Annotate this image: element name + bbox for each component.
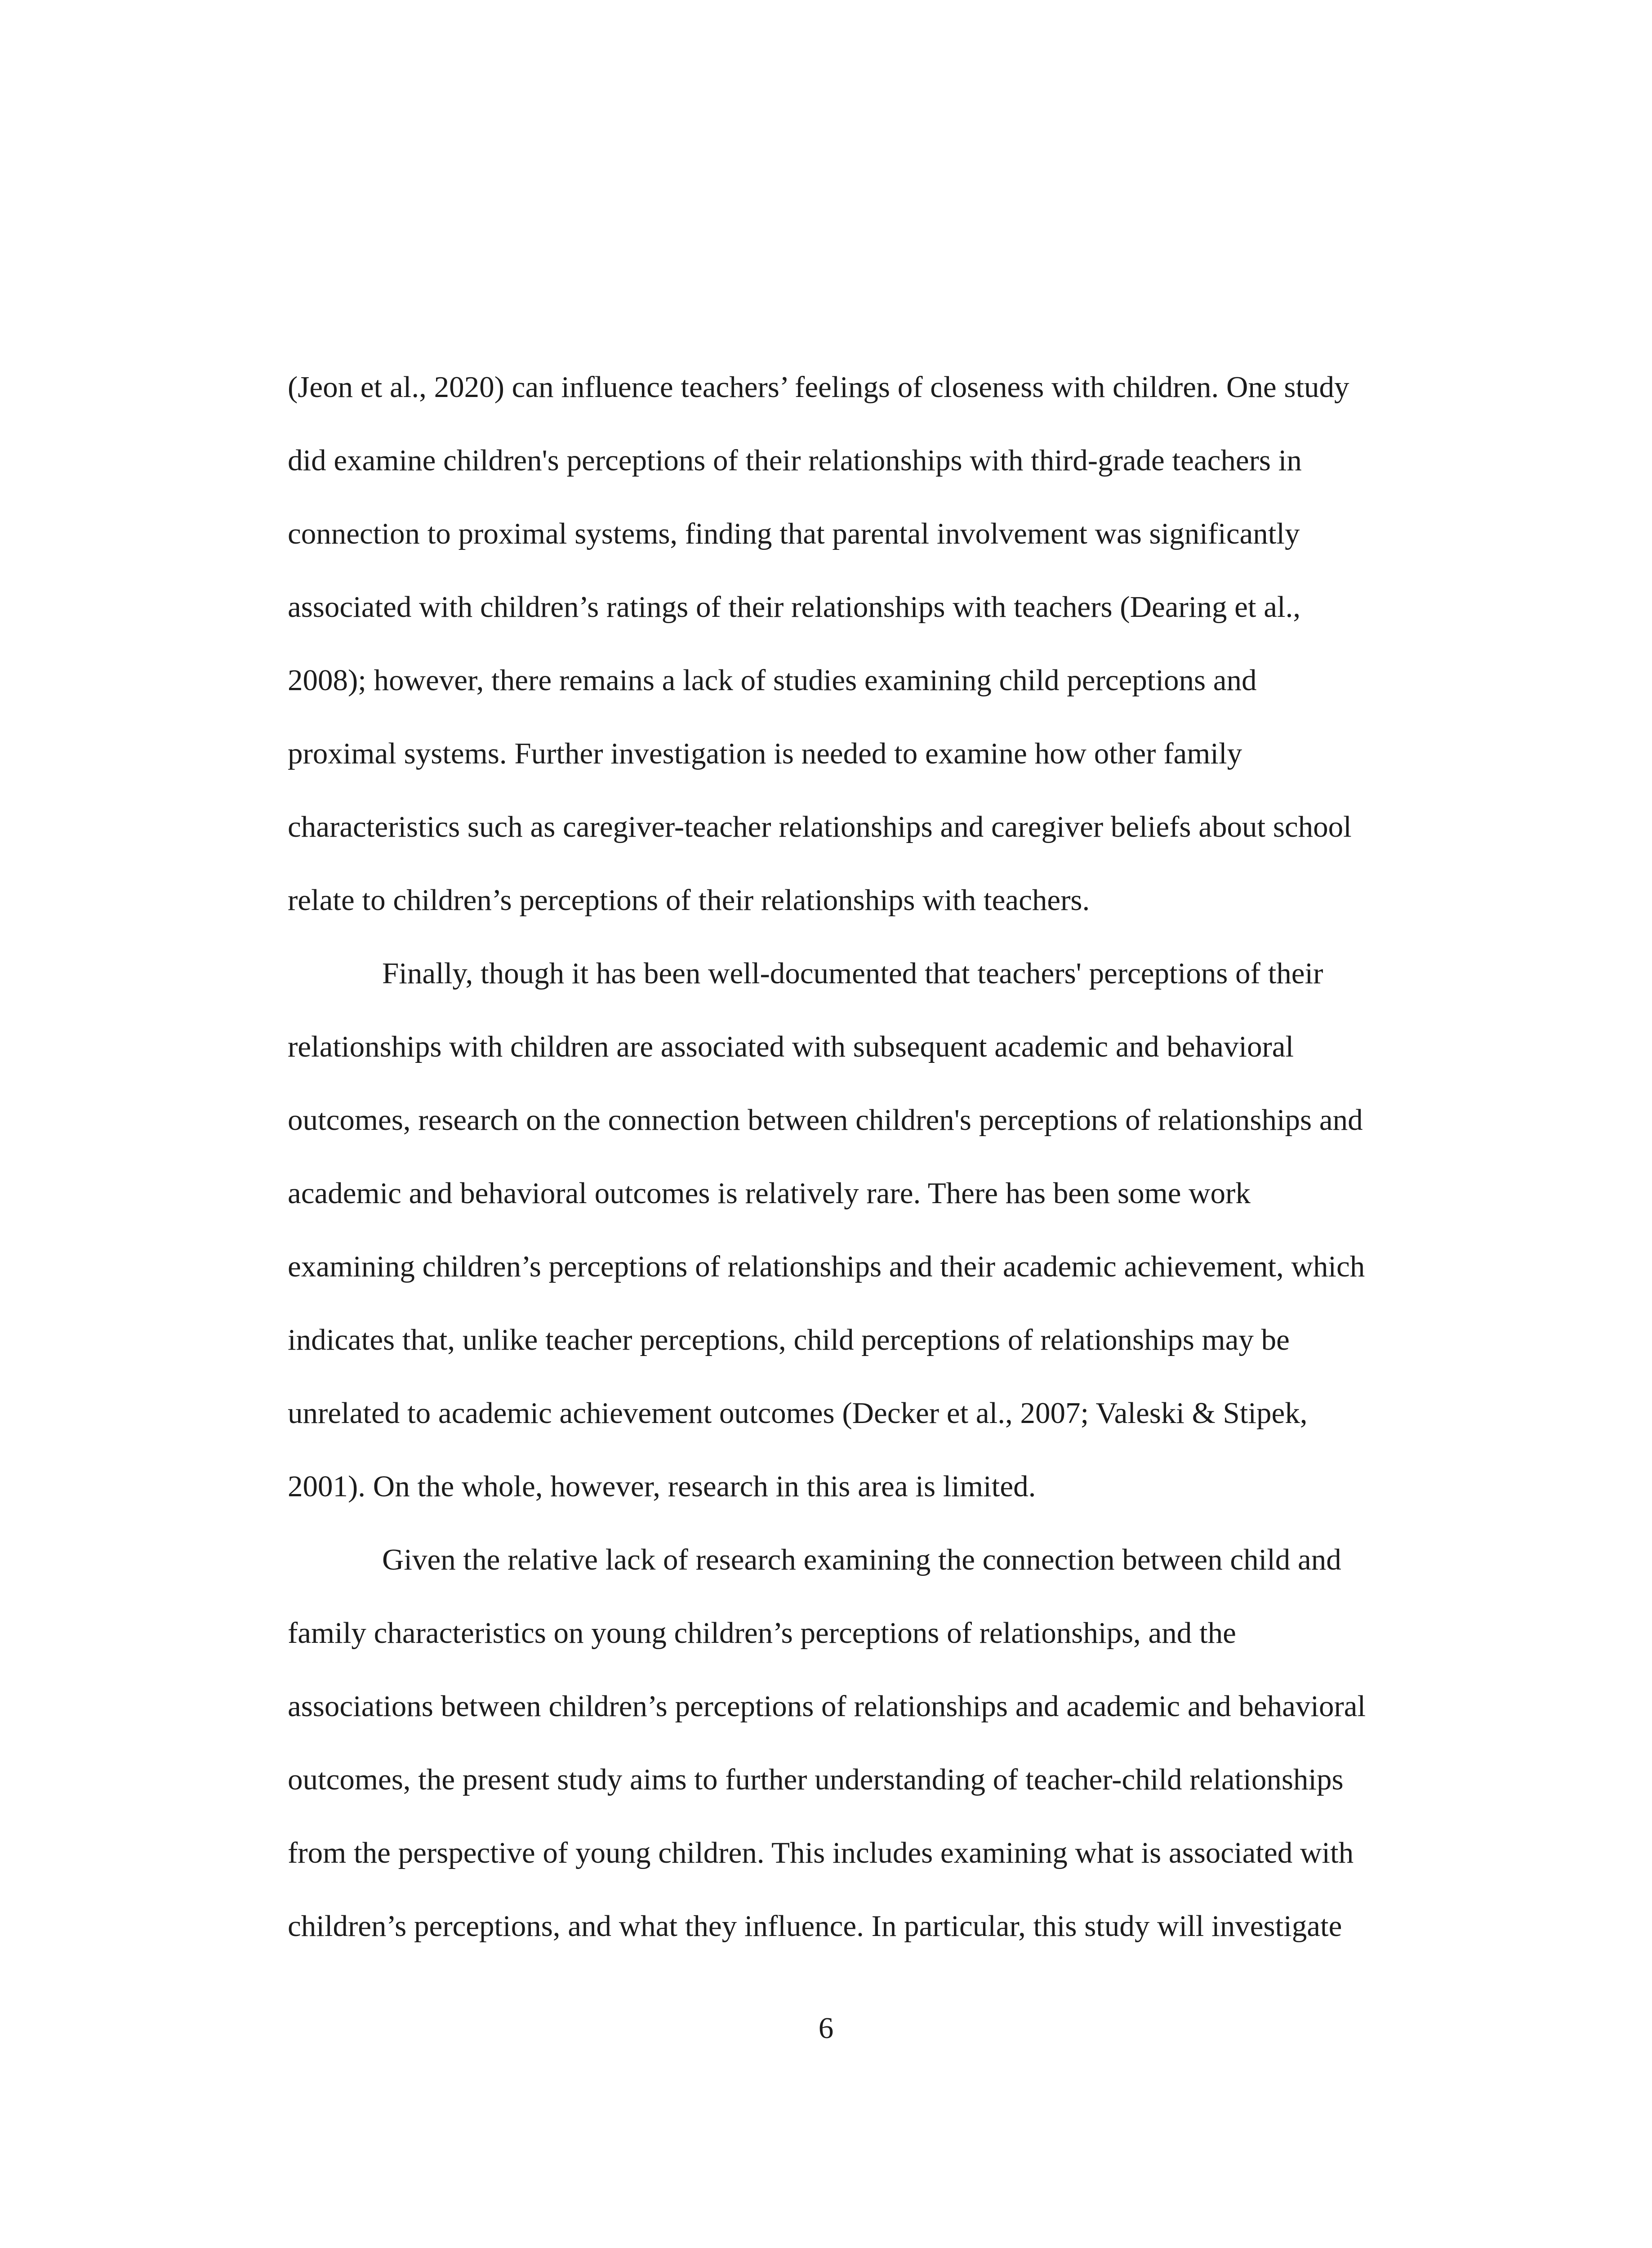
page-number: 6 — [818, 2012, 834, 2045]
text-line: associated with children’s ratings of their relationships with teachers (Dearing et al., — [288, 590, 1301, 624]
paragraph-2 — [288, 937, 1438, 1523]
body-text — [288, 351, 1438, 1963]
text-line: academic and behavioral outcomes is relatively rare. There has been some work — [288, 1177, 1251, 1210]
text-line: from the perspective of young children. This includes examining what is associated with — [288, 1836, 1354, 1869]
text-line: unrelated to academic achievement outcomes (Decker et al., 2007; Valeski & Stipek, — [288, 1396, 1308, 1430]
text-line: 2008); however, there remains a lack of studies examining child perceptions and — [288, 664, 1257, 697]
text-line: outcomes, research on the connection between children's perceptions of relationships and — [288, 1103, 1363, 1137]
text-line: Given the relative lack of research examining the connection between child and — [382, 1543, 1341, 1576]
text-line: Finally, though it has been well-documented that teachers' perceptions of their — [382, 957, 1323, 990]
text-line: characteristics such as caregiver-teacher relationships and caregiver beliefs about school — [288, 810, 1352, 843]
text-line: relate to children’s perceptions of their relationships with teachers. — [288, 883, 1090, 917]
text-line: outcomes, the present study aims to further understanding of teacher-child relationships — [288, 1763, 1344, 1796]
text-line: family characteristics on young children’s perceptions of relationships, and the — [288, 1616, 1236, 1650]
text-line: examining children’s perceptions of relationships and their academic achievement, which — [288, 1250, 1365, 1283]
text-line: 2001). On the whole, however, research in this area is limited. — [288, 1470, 1036, 1503]
text-line: did examine children's perceptions of their relationships with third-grade teachers in — [288, 444, 1302, 477]
text-line: children’s perceptions, and what they influence. In particular, this study will investigate — [288, 1909, 1342, 1943]
text-line: relationships with children are associated with subsequent academic and behavioral — [288, 1030, 1294, 1063]
text-line: proximal systems. Further investigation is needed to examine how other family — [288, 737, 1242, 770]
text-line: (Jeon et al., 2020) can influence teachers’ feelings of closeness with children. One study — [288, 370, 1349, 404]
text-line: connection to proximal systems, finding that parental involvement was significantly — [288, 517, 1300, 550]
paragraph-3 — [288, 1523, 1438, 1963]
text-line: indicates that, unlike teacher perceptions, child perceptions of relationships may be — [288, 1323, 1290, 1356]
paragraph-1 — [288, 351, 1438, 937]
text-line: associations between children’s perceptions of relationships and academic and behavioral — [288, 1690, 1366, 1723]
